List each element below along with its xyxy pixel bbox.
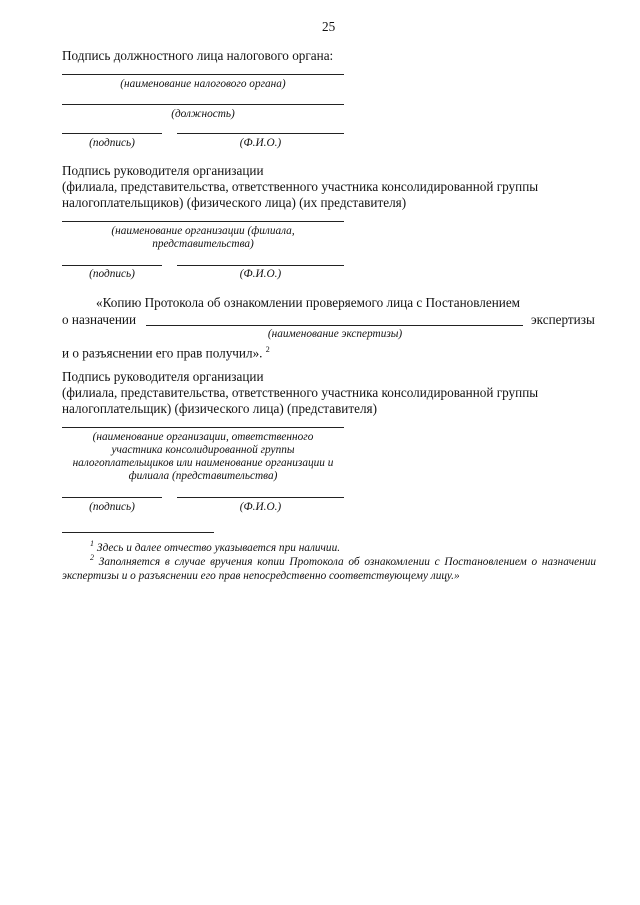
footnote-2 (62, 551, 596, 583)
org-head-1-line1: Подпись руководителя организации (62, 163, 264, 178)
signature-line (62, 497, 162, 498)
name-caption: (Ф.И.О.) (239, 268, 282, 280)
footnote-separator (62, 532, 214, 533)
footnote-1-mark: 1 (90, 539, 94, 548)
org-name-caption-1b: представительства) (152, 238, 254, 250)
org-head-2-line3: налогоплательщик) (физического лица) (представителя) (62, 401, 378, 416)
org-head-2-line2: (филиала, представительства, ответственного участника консолидированной группы (62, 385, 539, 400)
org-name-line-1 (62, 221, 344, 222)
org-head-1-line2: (филиала, представительства, ответственного участника консолидированной группы (62, 179, 539, 194)
org-head-2-line1: Подпись руководителя организации (62, 369, 264, 384)
position-caption: (должность) (171, 108, 235, 120)
footnote-1-text: Здесь и далее отчество указывается при наличии. (96, 541, 341, 554)
signature-caption: (подпись) (89, 137, 135, 149)
receipt-line1: «Копию Протокола об ознакомлении проверяемого лица с Постановлением (96, 295, 521, 310)
receipt-line2-prefix: о назначении (62, 312, 137, 327)
org-name-caption-1a: (наименование организации (филиала, (111, 225, 295, 237)
signature-caption: (подпись) (89, 268, 135, 280)
name-caption: (Ф.И.О.) (239, 137, 282, 149)
footnote-ref-2: 2 (265, 345, 270, 354)
tax-official-heading: Подпись должностного лица налогового органа: (62, 48, 334, 63)
name-line (177, 497, 344, 498)
org-name-caption-2d: филиала (представительства) (128, 470, 278, 482)
expertise-line (146, 325, 523, 326)
receipt-line3 (62, 342, 270, 360)
tax-org-line (62, 74, 344, 75)
signature-caption: (подпись) (89, 501, 135, 513)
name-line (177, 265, 344, 266)
page-number: 25 (322, 19, 336, 34)
receipt-line2-suffix: экспертизы (531, 312, 595, 327)
org-head-1-line3: налогоплательщиков) (физического лица) (их представителя) (62, 195, 407, 210)
name-line (177, 133, 344, 134)
signature-line (62, 265, 162, 266)
org-name-caption-2c: налогоплательщиков или наименование организации и (72, 457, 334, 469)
receipt-line3-text: и о разъяснении его прав получил». (62, 345, 263, 361)
footnote-2-mark: 2 (90, 553, 94, 562)
position-line (62, 104, 344, 105)
org-name-line-2 (62, 427, 344, 428)
org-name-caption-2b: участника консолидированной группы (111, 444, 295, 456)
signature-line (62, 133, 162, 134)
footnote-2-text: Заполняется в случае вручения копии Протокола об ознакомлении с Постановлением о назначении экспертизы и о разъяснении его прав непосредственно соответствующему лицу.» (62, 555, 596, 582)
tax-org-caption: (наименование налогового органа) (120, 78, 286, 90)
name-caption: (Ф.И.О.) (239, 501, 282, 513)
org-name-caption-2a: (наименование организации, ответственного (92, 431, 314, 443)
expertise-caption: (наименование экспертизы) (267, 328, 403, 340)
